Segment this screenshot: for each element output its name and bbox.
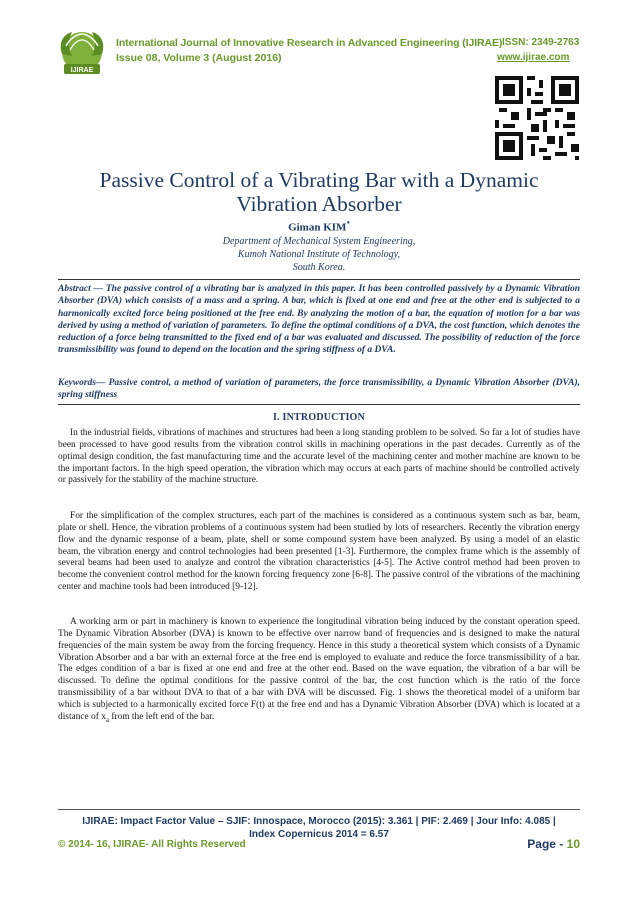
- keywords-label: Keywords—: [58, 378, 106, 388]
- issn: ISSN: 2349-2763: [502, 37, 580, 48]
- keywords: [58, 377, 580, 402]
- footer-info-line: Index Copernicus 2014 = 6.57: [249, 829, 389, 840]
- body-paragraph: In the industrial fields, vibrations of machines and structures had been a long standing problem to be solved. So far a lot of studies have been processed to have good results from the vibration control skills in machining operations in the past decades. Currently as of the optimal design condition, the fast manufacturing time and the accurate level of the machining center and mother machine are known to be the important factors. In the high speed operation, the vibration which may occurs at each parts of machine should be controlled actively or passively for the stability of the machine structure.: [58, 428, 580, 486]
- paragraph-text: A working arm or part in machinery is known to experience the longitudinal vibration being induced by the constant operation speed. The Dynamic Vibration Absorber (DVA) is known to be effective over narrow band of frequencies and is designed to make the natural frequencies of the main system be away from the forcing frequency. Hence in this study a theoretical system which consists of a Dynamic Vibration Absorber and a bar with an external force at the free end is employed to evaluate and reduce the force transmissibility of a bar. The edges condition of a bar is fixed at one end and free at the other end. Based on the wave equation, the vibration of a bar will be discussed. To define the optimal conditions for the passive control of the bar, the cost function which is the ratio of the force transmissibility of a bar without DVA to that of a bar with DVA will be discussed. Fig. 1 shows the theoretical model of a uniform bar which is subjected to a harmonically excited force F(t) at the free end and has a Dynamic Vibration Absorber (DVA) which is located at a distance of x: [58, 617, 580, 722]
- affiliation-line: Department of Mechanical System Engineering,: [222, 236, 416, 247]
- subscript: a: [105, 715, 110, 724]
- footer-divider: [58, 809, 580, 810]
- section-heading: I. INTRODUCTION: [273, 412, 365, 423]
- author-affiliation: [60, 235, 578, 274]
- body-paragraph: For the simplification of the complex structures, each part of the machines is considered as a continuous system such as bar, beam, plate or shell. Hence, the vibration problems of a continuous system had been studied by lots of researchers. Recently the vibration energy flow and the dynamic response of a beam, plate, shell or some compound system have been analyzed. By using a model of an elastic beam, the vibration energy and control technologies had been presented [1-3]. Furthermore, the complex frame which is the assembly of several beams had been used to analyze and control the vibration characteristics [4-5]. The Active control method had been proven to become the convenient control method for the known forcing frequency zone [6-8]. The passive control of the vibrations of the machining center and machine tools had been introduced [9-12].: [58, 511, 580, 593]
- author-name-text: Giman KIM: [288, 221, 347, 234]
- abstract-text: The passive control of a vibrating bar is analyzed in this paper. It has been controlled passively by a Dynamic Vibration Absorber (DVA) which consists of a mass and a spring. A bar, which is fixed at one end and free at the other end is subjected to a harmonically excited force being positioned at the free end. By analyzing the motion of a bar, the equation of motion for a bar was derived by using a method of variation of parameters. To define the optimal conditions of a DVA, the cost function, which denotes the reduction of a force being transmitted to the fixed end of a bar was evaluated and discussed. The possibility of reduction of the force transmissibility was found to depend on the location and the spring stiffness of a DVA.: [58, 284, 581, 356]
- logo-text: IJIRAE: [70, 67, 94, 74]
- footer-info: [58, 815, 580, 841]
- page-number: [527, 837, 580, 851]
- journal-website-link[interactable]: www.ijirae.com: [497, 52, 570, 63]
- paper-title: Passive Control of a Vibrating Bar with a Dynamic Vibration Absorber: [99, 168, 539, 216]
- page-label: Page -: [527, 837, 567, 851]
- qr-code: [495, 76, 579, 160]
- affiliation-line: South Korea.: [292, 262, 346, 273]
- abstract: [58, 283, 580, 357]
- footer-info-line: IJIRAE: Impact Factor Value – SJIF: Innospace, Morocco (2015): 3.361 | PIF: 2.469 | Jour Info: 4.085 |: [82, 816, 556, 827]
- issue-info: Issue 08, Volume 3 (August 2016): [116, 52, 282, 64]
- affiliation-line: Kumoh National Institute of Technology,: [237, 249, 401, 260]
- journal-logo: [54, 28, 110, 78]
- abstract-label: Abstract —: [58, 284, 104, 294]
- divider: [58, 279, 580, 280]
- journal-title: International Journal of Innovative Research in Advanced Engineering (IJIRAE): [116, 37, 503, 49]
- page-number-value: 10: [566, 837, 580, 851]
- keywords-text: Passive control, a method of variation of parameters, the force transmissibility, a Dynamic Vibration Absorber (DVA), spring stiffness: [58, 378, 580, 401]
- body-paragraph: [58, 617, 580, 726]
- copyright: © 2014- 16, IJIRAE- All Rights Reserved: [58, 839, 246, 850]
- divider: [58, 404, 580, 405]
- author-name: [60, 220, 578, 234]
- author-mark: *: [346, 220, 350, 228]
- paragraph-tail: from the left end of the bar.: [109, 711, 215, 722]
